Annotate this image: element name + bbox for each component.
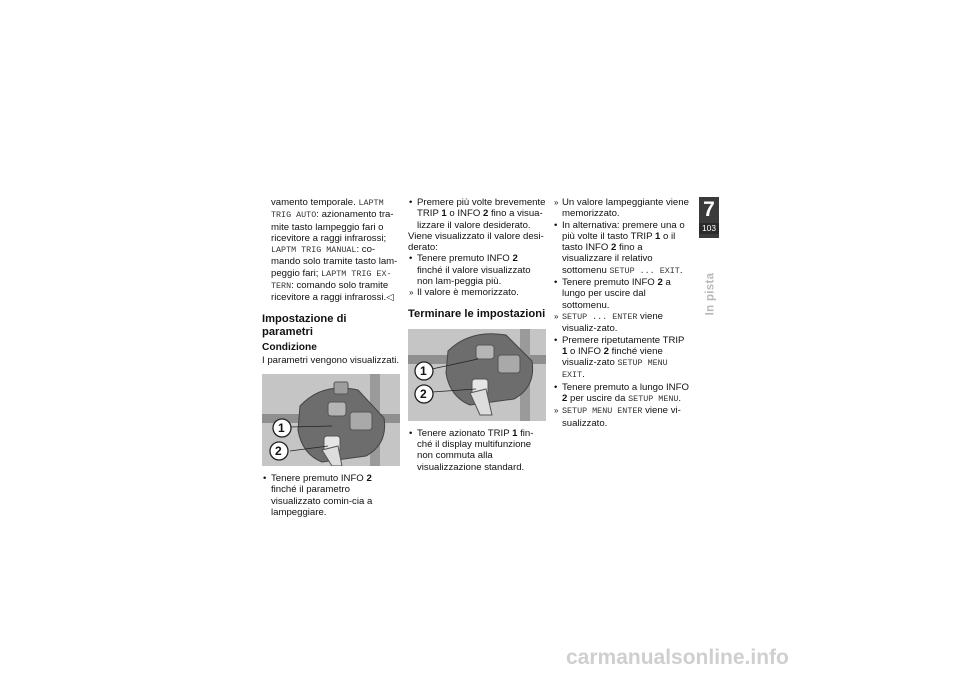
bullet-hold-trip bbox=[408, 428, 546, 473]
subheading-condition: Condizione bbox=[262, 341, 317, 353]
svg-text:2: 2 bbox=[275, 443, 282, 458]
display-text-laptm-trig-manual: LAPTM TRIG MANUAL bbox=[271, 245, 357, 256]
bullet-alternative bbox=[553, 220, 691, 277]
bullet-press-trip-info bbox=[408, 197, 546, 231]
svg-text:1: 1 bbox=[278, 420, 285, 435]
handlebar-switch-figure bbox=[408, 329, 546, 421]
result-value-stored: » Il valore è memorizzato. bbox=[408, 287, 546, 298]
text-run: fino a visua-lizzare il valore desiderato. bbox=[417, 208, 543, 231]
chapter-title: In pista bbox=[704, 272, 716, 316]
watermark: carmanualsonline.info bbox=[566, 646, 789, 669]
text-run: viene visualiz-zato. bbox=[562, 310, 663, 335]
bullet-hold-info-long bbox=[553, 277, 691, 311]
text-run: per uscire da bbox=[567, 393, 629, 405]
button-ref-2: 2 bbox=[366, 472, 372, 484]
text-run: fin-ché il display multifunzione non commuta alla visualizzazione standard. bbox=[417, 427, 534, 473]
callout-1 bbox=[273, 419, 291, 437]
text-run: : azionamento tra-mite tasto lampeggio fari o ricevitore a raggi infrarossi; bbox=[271, 209, 394, 244]
button-ref-2: 2 bbox=[482, 208, 489, 220]
text-column-2 bbox=[408, 197, 546, 473]
text-column-1 bbox=[262, 197, 400, 518]
bullet-hold-info-stop bbox=[408, 253, 546, 287]
text-run: . bbox=[679, 264, 683, 276]
button-ref-2: 2 bbox=[657, 277, 663, 289]
chapter-number: 7 bbox=[703, 198, 715, 221]
text-run: Premere più volte brevemente TRIP bbox=[417, 197, 546, 220]
text-run: viene vi-sualizzato. bbox=[562, 405, 681, 429]
button-ref-2: 2 bbox=[562, 393, 568, 405]
display-text-setup-menu-exit: SETUP MENU EXIT bbox=[562, 358, 668, 381]
text-run: : co-mando solo tramite tasto lam-peggio fari; bbox=[271, 244, 398, 279]
text-run: Tenere premuto INFO bbox=[417, 253, 513, 265]
bullet-press-repeatedly bbox=[553, 335, 691, 382]
display-text-laptm-trig-extern: LAPTM TRIG EX-TERN bbox=[271, 268, 392, 292]
svg-text:2: 2 bbox=[420, 386, 427, 401]
text-run: a lungo per uscire dal sottomenu. bbox=[562, 277, 671, 311]
text-run: Tenere premuto a lungo INFO bbox=[562, 381, 689, 393]
handlebar-switch-illustration bbox=[262, 374, 400, 466]
text-run: fino a visualizzare il relativo sottomenu bbox=[562, 242, 653, 276]
button-ref-2: 2 bbox=[611, 242, 617, 254]
section-heading-parameters: Impostazione di parametri bbox=[262, 312, 347, 338]
button-ref-1: 1 bbox=[512, 427, 518, 439]
button-ref-1: 1 bbox=[654, 230, 661, 242]
text-run: finché viene visualiz-zato bbox=[562, 345, 663, 369]
page-number: 103 bbox=[699, 223, 719, 234]
text-run: Premere ripetutamente TRIP bbox=[562, 334, 685, 346]
text-run: finché il valore visualizzato non lam-peggia più. bbox=[417, 264, 531, 288]
paragraph-value-shown: Viene visualizzato il valore desi-derato: bbox=[408, 230, 544, 254]
paragraph-lap-trigger bbox=[262, 197, 400, 304]
callout-2 bbox=[270, 442, 288, 460]
text-run: . bbox=[678, 393, 682, 405]
svg-text:1: 1 bbox=[420, 363, 427, 378]
display-text-laptm-trig-auto: LAPTM TRIG AUTO bbox=[271, 198, 384, 221]
button-ref-1: 1 bbox=[441, 208, 447, 220]
text-run: . bbox=[582, 369, 585, 381]
text-run: vamento temporale. bbox=[271, 197, 359, 208]
callout-2 bbox=[415, 385, 433, 403]
button-ref-2: 2 bbox=[512, 253, 518, 265]
text-run: Tenere premuto INFO bbox=[562, 277, 658, 289]
condition-text: I parametri vengono visualizzati. bbox=[262, 354, 400, 366]
text-run: o INFO bbox=[446, 208, 483, 220]
chapter-title-vertical bbox=[688, 254, 732, 334]
button-ref-2: 2 bbox=[603, 345, 609, 357]
text-run: Tenere premuto INFO bbox=[271, 472, 367, 484]
display-text-setup-menu: SETUP MENU bbox=[628, 394, 679, 405]
chapter-marker bbox=[699, 197, 719, 238]
display-text-setup-menu-enter: SETUP MENU ENTER bbox=[562, 406, 643, 417]
callout-1 bbox=[415, 362, 433, 380]
display-text-setup-exit: SETUP ... EXIT bbox=[609, 265, 680, 276]
button-ref-1: 1 bbox=[562, 345, 568, 357]
text-run: finché il parametro visualizzato comin-cia a lampeggiare. bbox=[271, 484, 373, 518]
text-run: : comando solo tramite ricevitore a raggi infrarossi.◁ bbox=[271, 280, 394, 304]
text-run: o il tasto INFO bbox=[562, 230, 676, 254]
handlebar-switch-figure bbox=[262, 374, 400, 466]
bullet-hold-info bbox=[262, 473, 400, 518]
result-setup-menu-enter bbox=[553, 405, 691, 429]
text-run: Tenere azionato TRIP bbox=[417, 427, 513, 439]
result-setup-enter bbox=[553, 311, 691, 335]
text-column-3 bbox=[553, 197, 691, 429]
bullet-exit-setup-menu bbox=[553, 382, 691, 406]
text-run: In alternativa: premere una o più volte il tasto TRIP bbox=[562, 219, 685, 242]
handlebar-switch-illustration bbox=[408, 329, 546, 421]
display-text-setup-enter: SETUP ... ENTER bbox=[562, 311, 638, 322]
section-heading-finish: Terminare le impostazioni bbox=[408, 307, 546, 320]
text-run: o INFO bbox=[567, 345, 604, 357]
result-flashing-stored: » Un valore lampeggiante viene memorizzato. bbox=[553, 197, 691, 220]
